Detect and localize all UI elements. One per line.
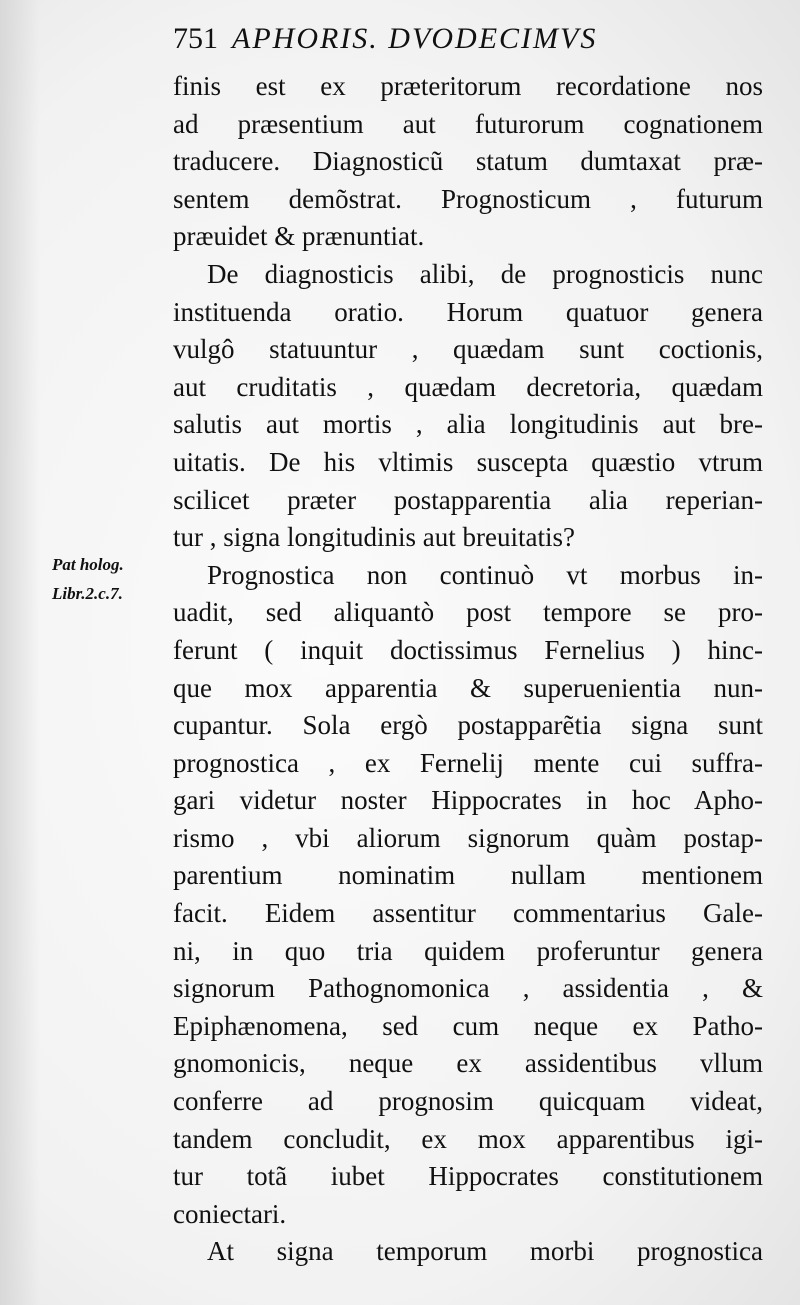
running-title: APHORIS. DVODECIMVS bbox=[232, 22, 598, 55]
text-line: gari videtur noster Hippocrates in hoc Apho- bbox=[173, 785, 763, 816]
text-line: parentium nominatim nullam mentionem bbox=[173, 860, 763, 891]
text-line: tur totã iubet Hippocrates constitutionem bbox=[173, 1161, 763, 1192]
page-number: 751 bbox=[173, 22, 218, 55]
text-line: aut cruditatis , quædam decretoria, quædam bbox=[173, 371, 763, 402]
text-line: sentem demõstrat. Prognosticum , futurum bbox=[173, 183, 763, 214]
text-line: tandem concludit, ex mox apparentibus igi- bbox=[173, 1123, 763, 1154]
paragraph-start-line: Prognostica non continuò vt morbus in- bbox=[207, 559, 763, 590]
text-line: vulgô statuuntur , quædam sunt coctionis, bbox=[173, 334, 763, 365]
running-head bbox=[173, 22, 733, 70]
text-line: prognostica , ex Fernelij mente cui suffra- bbox=[173, 747, 763, 778]
text-line: uadit, sed aliquantò post tempore se pro- bbox=[173, 597, 763, 628]
text-line: signorum Pathognomonica , assidentia , & bbox=[173, 973, 763, 1004]
text-line: scilicet præter postapparentia alia reperian- bbox=[173, 484, 763, 515]
marginal-note-source: Pat holog. bbox=[52, 555, 124, 574]
text-line: rismo , vbi aliorum signorum quàm postap- bbox=[173, 822, 763, 853]
paragraph-start-line: At signa temporum morbi prognostica bbox=[207, 1236, 763, 1267]
paragraph-start-line: De diagnosticis alibi, de prognosticis nunc bbox=[207, 258, 763, 289]
text-line: uitatis. De his vltimis suscepta quæstio vtrum bbox=[173, 446, 763, 477]
main-text bbox=[173, 68, 763, 1271]
text-line: coniectari. bbox=[173, 1198, 287, 1229]
text-line: ferunt ( inquit doctissimus Fernelius ) hinc- bbox=[173, 634, 763, 665]
text-line: facit. Eidem assentitur commentarius Gale- bbox=[173, 898, 763, 929]
text-line: tur , signa longitudinis aut breuitatis? bbox=[173, 522, 575, 553]
text-line: traducere. Diagnosticũ statum dumtaxat præ- bbox=[173, 146, 763, 177]
text-line: ad præsentium aut futurorum cognationem bbox=[173, 108, 763, 139]
text-line: ni, in quo tria quidem proferuntur genera bbox=[173, 935, 763, 966]
text-line: cupantur. Sola ergò postapparẽtia signa sunt bbox=[173, 710, 763, 741]
text-line: instituenda oratio. Horum quatuor genera bbox=[173, 296, 763, 327]
text-line: salutis aut mortis , alia longitudinis aut bre- bbox=[173, 409, 763, 440]
text-line: que mox apparentia & superuenientia nun- bbox=[173, 672, 763, 703]
page-gutter-shadow bbox=[0, 0, 40, 1305]
text-line: Epiphænomena, sed cum neque ex Patho- bbox=[173, 1010, 763, 1041]
text-line: finis est ex præteritorum recordatione nos bbox=[173, 71, 763, 101]
marginal-note-reference: Libr.2.c.7. bbox=[52, 584, 123, 603]
text-line: gnomonicis, neque ex assidentibus vllum bbox=[173, 1048, 763, 1079]
text-line: præuidet & prænuntiat. bbox=[173, 221, 425, 252]
text-line: conferre ad prognosim quicquam videat, bbox=[173, 1086, 763, 1117]
